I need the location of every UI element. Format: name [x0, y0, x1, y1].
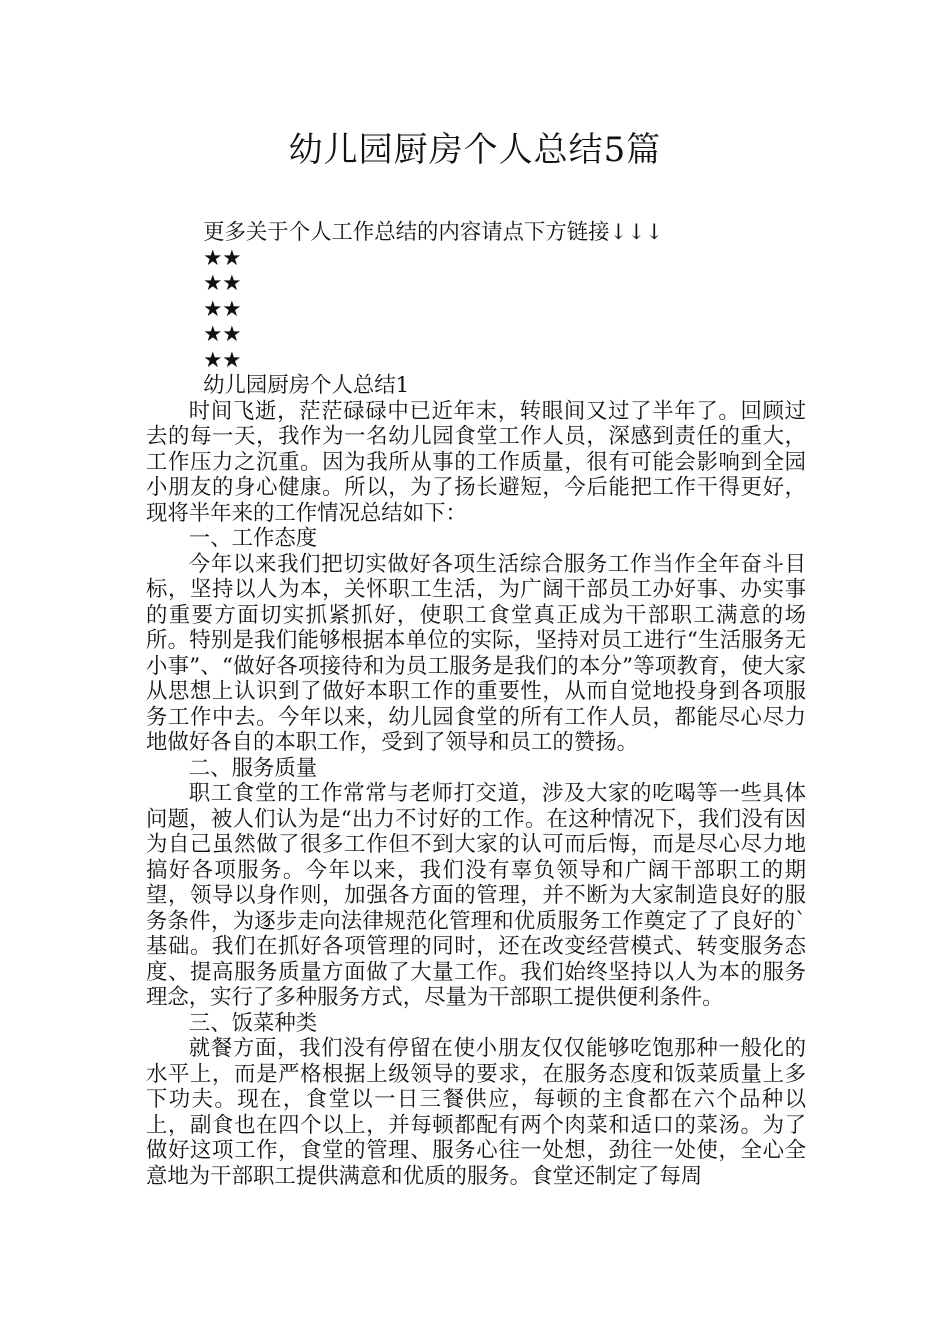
star-line-1: ★★ [203, 245, 242, 271]
document-body [146, 220, 806, 1189]
section-title: 幼儿园厨房个人总结1 [203, 373, 410, 398]
document-title: 幼儿园厨房个人总结5篇 [288, 130, 662, 170]
intro-link-text[interactable]: 更多关于个人工作总结的内容请点下方链接↓↓↓ [203, 220, 664, 245]
paragraph: 职工食堂的工作常常与老师打交道，涉及大家的吃喝等一些具体问题，被人们认为是“出力不讨好的工作。在这种情况下，我们没有因为自己虽然做了很多工作但不到大家的认可而后悔，而是尽心尽力地搞好各项服务。今年以来，我们没有辜负领导和广阔干部职工的期望，领导以身作则，加强各方面的管理，并不断为大家制造良好的服务条件，为逐步走向法律规范化管理和优质服务工作奠定了了良好的`基础。我们在抓好各项管理的同时，还在改变经营模式、转变服务态度、提高服务质量方面做了大量工作。我们始终坚持以人为本的服务理念，实行了多种服务方式，尽量为干部职工提供便利条件。 [146, 781, 806, 1010]
paragraph: 就餐方面，我们没有停留在使小朋友仅仅能够吃饱那种一般化的水平上，而是严格根据上级领导的要求，在服务态度和饭菜质量上多下功夫。现在，食堂以一日三餐供应，每顿的主食都在六个品种以上，副食也在四个以上，并每顿都配有两个肉菜和适口的菜汤。为了做好这项工作，食堂的管理、服务心往一处想，劲往一处使，全心全意地为干部职工提供满意和优质的服务。食堂还制定了每周 [146, 1036, 806, 1189]
paragraph: 今年以来我们把切实做好各项生活综合服务工作当作全年奋斗目标，坚持以人为本，关怀职工生活，为广阔干部员工办好事、办实事的重要方面切实抓紧抓好，使职工食堂真正成为干部职工满意的场所。特别是我们能够根据本单位的实际，坚持对员工进行“生活服务无小事”、“做好各项接待和为员工服务是我们的本分”等项教育，使大家从思想上认识到了做好本职工作的重要性，从而自觉地投身到各项服务工作中去。今年以来，幼儿园食堂的所有工作人员，都能尽心尽力地做好各自的本职工作，受到了领导和员工的赞扬。 [146, 551, 806, 755]
star-line-5: ★★ [203, 347, 242, 373]
star-line-3: ★★ [203, 296, 242, 322]
section-heading: 一、工作态度 [188, 526, 318, 551]
star-line-2: ★★ [203, 271, 242, 296]
section-heading: 三、饭菜种类 [188, 1010, 318, 1036]
star-line-4: ★★ [203, 322, 242, 347]
paragraph: 时间飞逝，茫茫碌碌中已近年末，转眼间又过了半年了。回顾过去的每一天，我作为一名幼儿园食堂工作人员，深感到责任的重大，工作压力之沉重。因为我所从事的工作质量，很有可能会影响到全园小朋友的身心健康。所以，为了扬长避短，今后能把工作干得更好，现将半年来的工作情况总结如下： [146, 398, 806, 526]
section-heading: 二、服务质量 [188, 755, 318, 781]
